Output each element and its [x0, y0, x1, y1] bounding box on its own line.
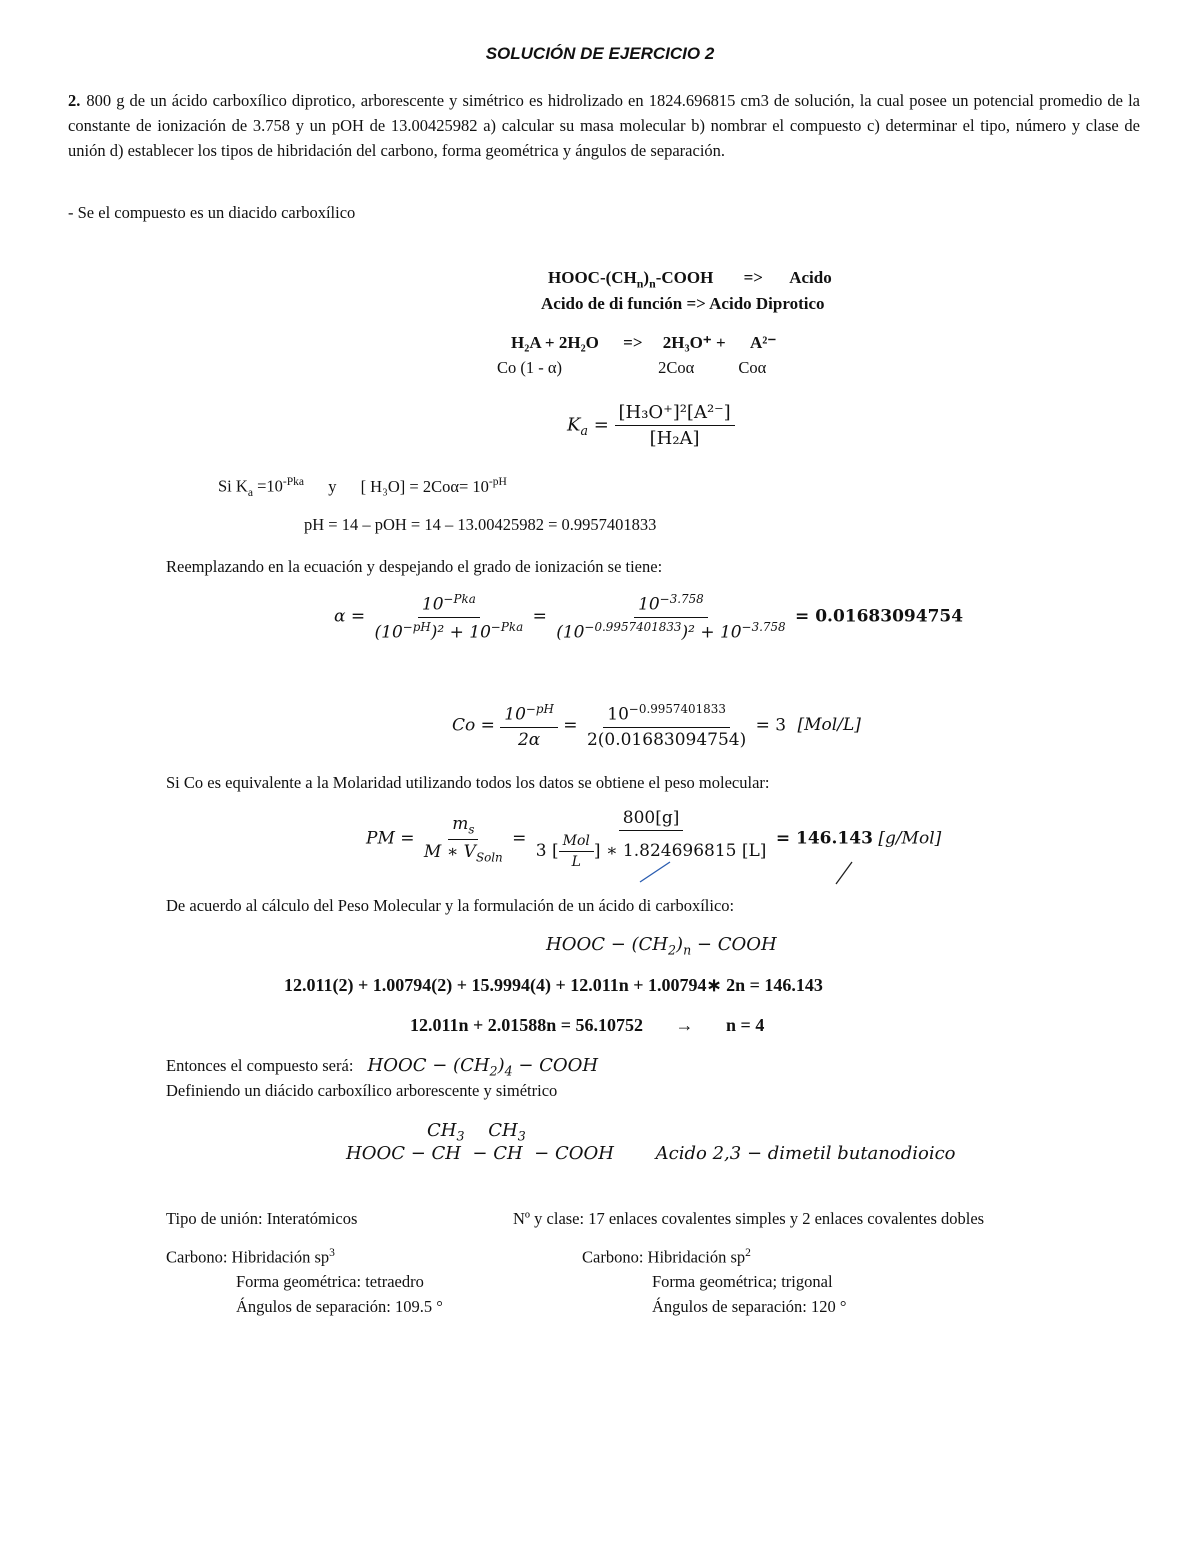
formula-general: HOOC-$(CH_n)_n$-COOH => Acido — [548, 268, 832, 291]
definiendo-text: Definiendo un diácido carboxílico arborescente y simétrico — [166, 1081, 558, 1100]
carbon-sp2-angle: Ángulos de separación: 120 ° — [652, 1297, 847, 1316]
structural-formula: HOOC − CH − CH − COOH Acido 2,3 − dimetil butanodioico — [346, 1143, 956, 1164]
alpha-equation: α = $\frac{10^{-Pka}}{(10^{-pH})^2 + 10^{-Pka}}$ = $\frac{10^{-3.758}}{(10^{-0.9957401833})^2 + 10^{-3.758}}$ = 0.01683094754 — [334, 592, 964, 643]
general-formula-eq: HOOC − $(CH_2)_n$ − COOH — [546, 934, 777, 958]
de-acuerdo-text: De acuerdo al cálculo del Peso Molecular y la formulación de un ácido di carboxílico: — [166, 896, 735, 915]
carbon-sp2-hybridization: Carbono: Hibridación $sp^2$ — [582, 1247, 751, 1267]
reemplazando-text: Reemplazando en la ecuación y despejando el grado de ionización se tiene: — [166, 557, 663, 576]
co-equation: Co = $\frac{10^{-pH}}{2\alpha}$ = $\frac{10^{-0.9957401833}}{2(0.01683094754)}$ = 3 [Mol/L] — [452, 702, 861, 750]
entonces-line: Entonces el compuesto será: HOOC − $(CH_2)_4$ − COOH — [166, 1055, 599, 1079]
problem-number: 2. — [68, 91, 81, 110]
methyl-groups: $CH_3$ $CH_3$ — [427, 1120, 526, 1144]
pm-equation: PM = $\frac{m_s}{M ∗ V_{Soln}}$ = 800[g] 3 [ $\frac{\text{Mol}}{L}$ ] ∗ 1.824696815 [L] = 146.143 [g/Mol] — [366, 808, 942, 870]
numero-clase: Nº y clase: 17 enlaces covalentes simples y 2 enlaces covalentes dobles — [513, 1209, 985, 1228]
carbon-sp3-hybridization: Carbono: Hibridación $sp^3$ — [166, 1247, 335, 1267]
check-mark-2 — [832, 858, 858, 888]
check-mark-1 — [636, 858, 676, 886]
ph-calculation: pH = 14 – pOH = 14 – 13.00425982 = 0.9957401833 — [304, 515, 657, 534]
reaction-equation: H₂A + 2H₂O => 2H₃O⁺ + A²⁻ — [511, 333, 777, 352]
reaction-concentrations: Co (1 - α) 2Coα Coα — [497, 358, 767, 377]
carbon-sp2-shape: Forma geométrica; trigonal — [652, 1272, 833, 1291]
n-solution-equation: 12.011n + 2.01588n = 56.10752 → n = 4 — [410, 1015, 765, 1035]
formula-diprotic: Acido de di función => Acido Diprotico — [541, 294, 825, 313]
tipo-union: Tipo de unión: Interatómicos — [166, 1209, 358, 1228]
carbon-sp3-shape: Forma geométrica: tetraedro — [236, 1272, 424, 1291]
carbon-sp3-angle: Ángulos de separación: 109.5 ° — [236, 1297, 443, 1316]
si-co-text: Si Co es equivalente a la Molaridad utilizando todos los datos se obtiene el peso molecular: — [166, 773, 770, 792]
mass-sum-equation: 12.011(2) + 1.00794(2) + 15.9994(4) + 12.011n + 1.00794∗ 2n = 146.143 — [284, 975, 823, 995]
ka-expression: $K_a$ = $\frac{\text{[H₃O⁺]²[A²⁻]}}{\text{[H₂A]}}$ — [567, 402, 735, 449]
ka-definition-line: Si $K_a =10^{-Pka}$ y [ $H_3O] = 2Co\alpha= 10^{-pH}$ — [218, 476, 507, 499]
problem-text: 800 g de un ácido carboxílico diprotico, arborescente y simétrico es hidrolizado en 1824.696815 cm3 de solución, la cual posee un potencial promedio de la constante de ionización de 3.758 y un pOH de 13.00425982 a) calcular su masa molecular b) nombrar el compuesto c) determinar el tipo, número y clase de unión d) establecer los tipos de hibridación del carbono, forma geométrica y ángulos de separación. — [68, 91, 1140, 160]
note-diacid: - Se el compuesto es un diacido carboxílico — [68, 203, 356, 222]
page-title: SOLUCIÓN DE EJERCICIO 2 — [485, 44, 715, 63]
problem-statement — [68, 88, 1140, 163]
